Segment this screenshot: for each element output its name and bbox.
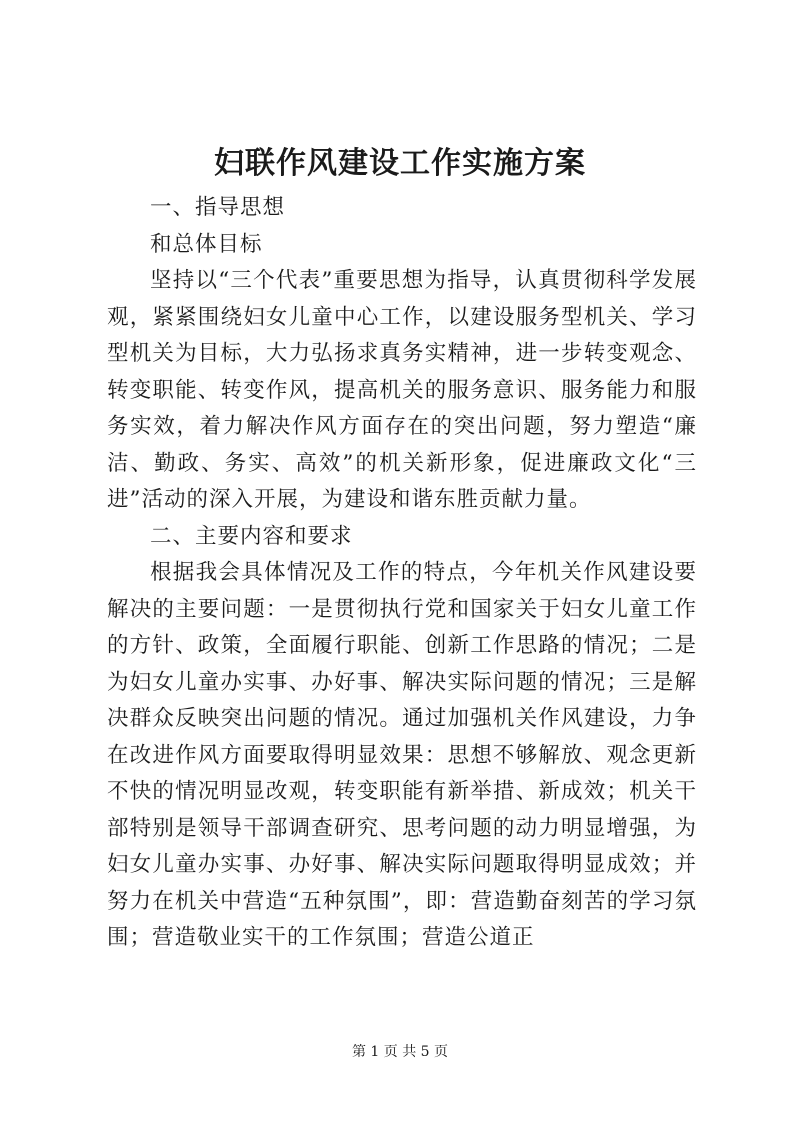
body-paragraph: 根据我会具体情况及工作的特点，今年机关作风建设要解决的主要问题：一是贯彻执行党和国家关于妇女儿童工作的方针、政策，全面履行职能、创新工作思路的情况；二是为妇女儿童办实事、办好事、解决实际问题的情况；三是解决群众反映突出问题的情况。通过加强机关作风建设，力争在改进作风方面要取得明显效果：思想不够解放、观念更新不快的情况明显改观，转变职能有新举措、新成效；机关干部特别是领导干部调查研究、思考问题的动力明显增强，为妇女儿童办实事、办好事、解决实际问题取得明显成效；并努力在机关中营造“五种氛围”，即：营造勤奋刻苦的学习氛围；营造敬业实干的工作氛围；营造公道正 <box>107 560 697 950</box>
section-heading: 和总体目标 <box>150 231 263 257</box>
document-title: 妇联作风建设工作实施方案 <box>214 146 586 181</box>
body-paragraph: 坚持以“三个代表”重要思想为指导，认真贯彻科学发展观，紧紧围绕妇女儿童中心工作，以建设服务型机关、学习型机关为目标，大力弘扬求真务实精神，进一步转变观念、转变职能、转变作风，提高机关的服务意识、服务能力和服务实效，着力解决作风方面存在的突出问题，努力塑造“廉洁、勤政、务实、高效”的机关新形象，促进廉政文化“三进”活动的深入开展，为建设和谐东胜贡献力量。 <box>107 268 697 512</box>
document-body <box>107 190 697 957</box>
section-heading: 二、主要内容和要求 <box>150 523 353 549</box>
page-footer: 第 1 页 共 5 页 <box>351 1044 449 1060</box>
section-heading: 一、指导思想 <box>150 195 286 220</box>
